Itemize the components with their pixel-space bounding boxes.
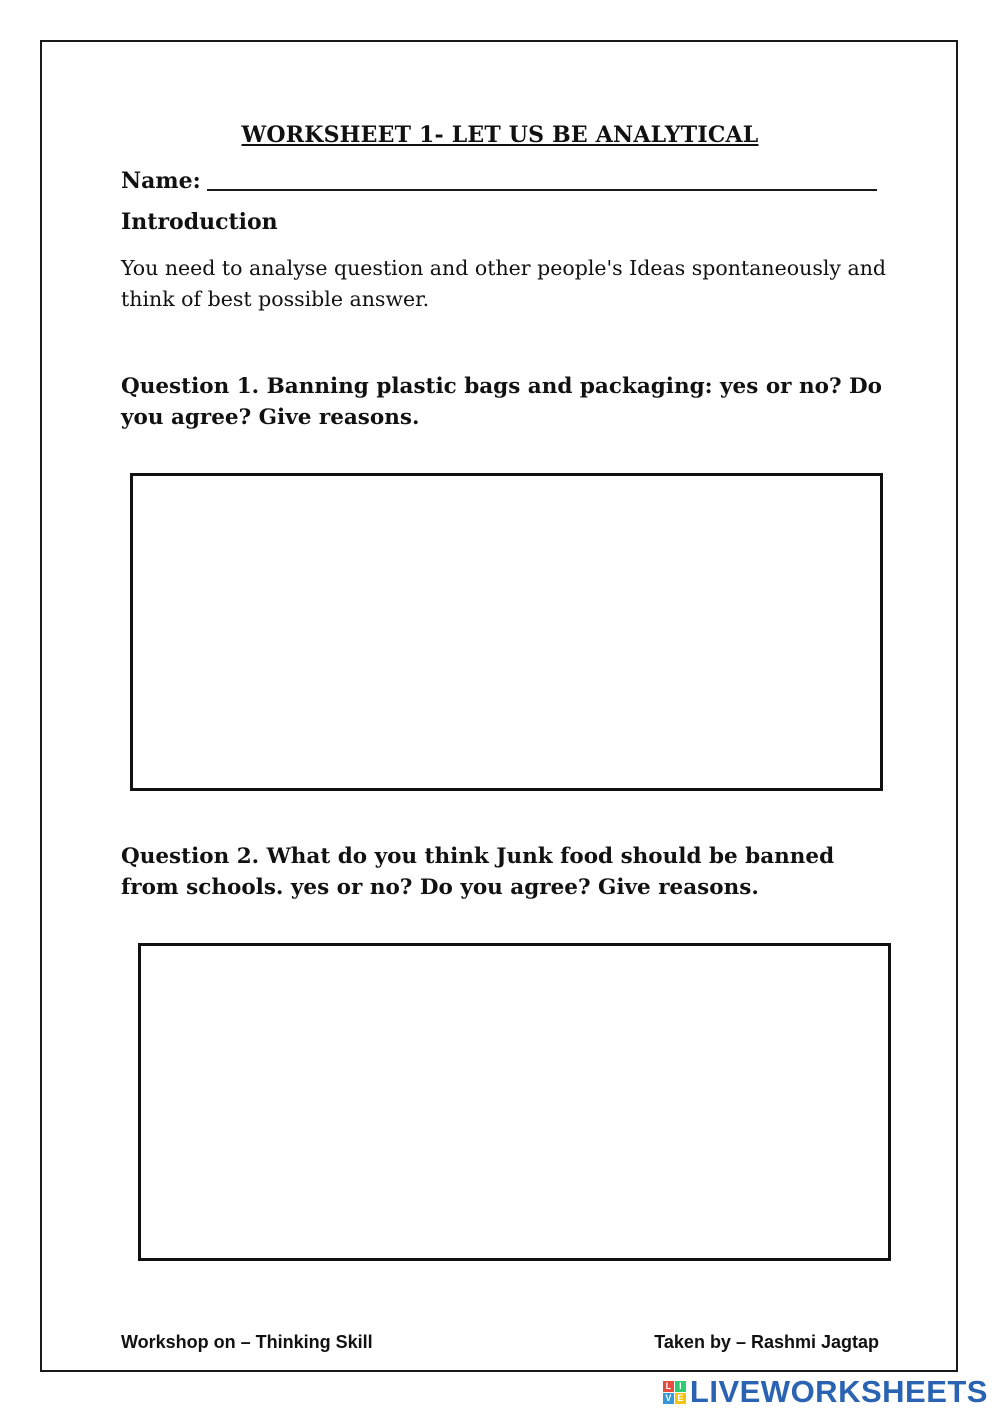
answer-box-1[interactable] [130,473,883,791]
footer-workshop: Workshop on – Thinking Skill [121,1332,373,1352]
logo-letter-v: V [663,1393,674,1404]
footer-author: Taken by – Rashmi Jagtap [654,1332,879,1352]
logo-letter-l: L [663,1381,674,1392]
question-1: Question 1. Banning plastic bags and packaging: yes or no? Do you agree? Give reasons. [121,374,883,430]
liveworksheets-logo-icon [663,1381,686,1404]
intro-heading: Introduction [121,209,278,235]
worksheet-title: WORKSHEET 1- LET US BE ANALYTICAL [241,122,759,148]
intro-text: You need to analyse question and other people's Ideas spontaneously and think of best possible answer. [121,256,887,311]
question-2: Question 2. What do you think Junk food should be banned from schools. yes or no? Do you agree? Give reasons. [121,844,835,900]
name-input-line[interactable] [207,165,877,191]
logo-letter-e: E [675,1393,686,1404]
answer-box-2[interactable] [138,943,891,1261]
logo-letter-i: I [675,1381,686,1392]
liveworksheets-brand [663,1374,988,1410]
name-row [121,165,877,194]
liveworksheets-wordmark: LIVEWORKSHEETS [689,1374,988,1409]
name-label: Name: [121,168,201,194]
